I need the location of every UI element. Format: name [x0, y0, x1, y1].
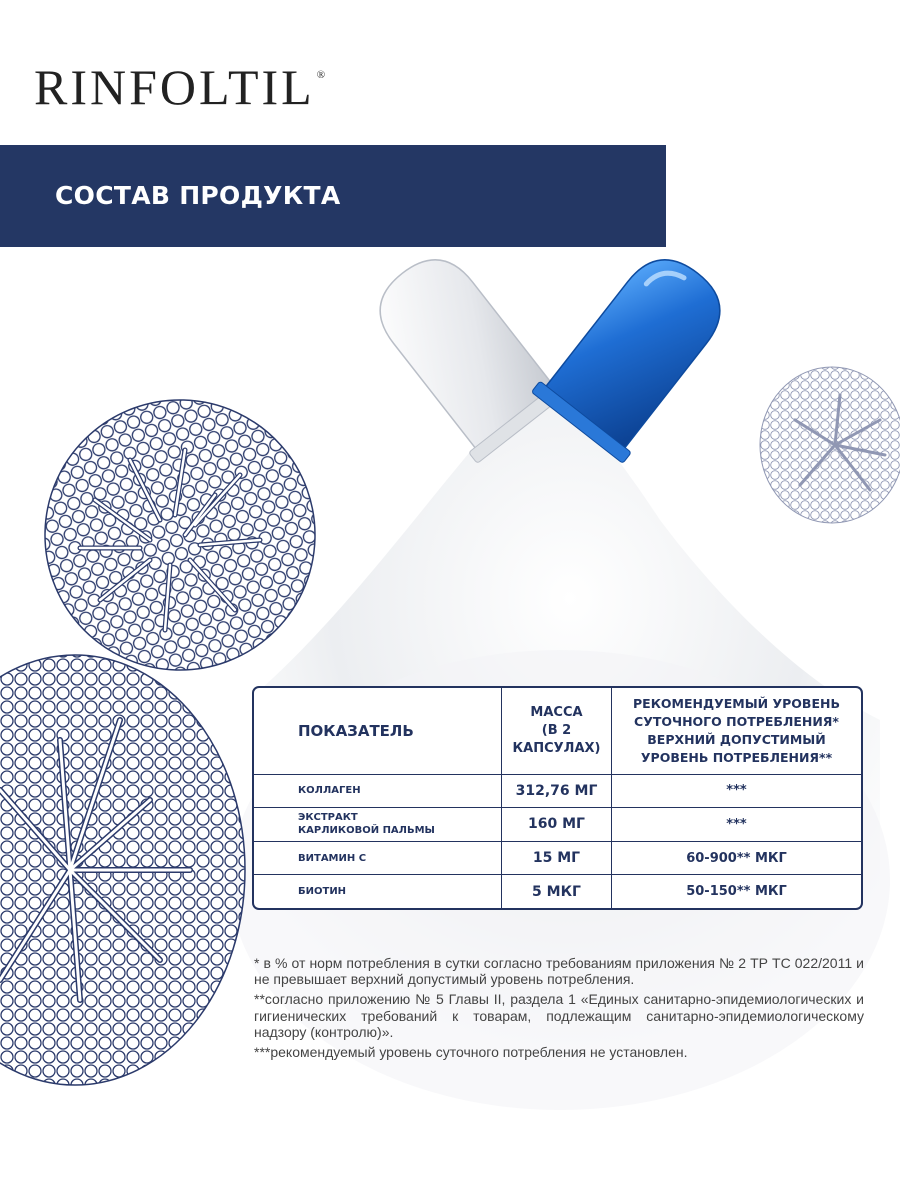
ingredient-name: БИОТИН [254, 875, 502, 908]
ingredient-mass: 5 МКГ [502, 875, 612, 908]
micelle-illustration-icon [760, 367, 900, 523]
table-row [254, 841, 861, 875]
brand-logo [34, 59, 326, 115]
ingredient-mass: 160 МГ [502, 808, 612, 842]
ingredient-mass: 15 МГ [502, 841, 612, 875]
table-header-row [254, 688, 861, 774]
registered-mark: ® [316, 69, 326, 81]
ingredient-name: ЭКСТРАКТ КАРЛИКОВОЙ ПАЛЬМЫ [254, 808, 502, 842]
header-indicator: ПОКАЗАТЕЛЬ [254, 688, 502, 774]
ingredient-level: *** [612, 774, 862, 808]
ingredient-name: КОЛЛАГЕН [254, 774, 502, 808]
header-mass: МАССА (В 2 КАПСУЛАХ) [502, 688, 612, 774]
header-level: РЕКОМЕНДУЕМЫЙ УРОВЕНЬ СУТОЧНОГО ПОТРЕБЛЕНИЯ* ВЕРХНИЙ ДОПУСТИМЫЙ УРОВЕНЬ ПОТРЕБЛЕНИЯ** [612, 688, 862, 774]
ingredient-level: *** [612, 808, 862, 842]
footnote-3: ***рекомендуемый уровень суточного потребления не установлен. [254, 1044, 688, 1061]
micelle-illustration-icon [0, 655, 245, 1085]
table-row [254, 808, 861, 842]
brand-name: RINFOLTIL [34, 59, 315, 115]
table-row [254, 774, 861, 808]
ingredient-level: 50-150** МКГ [612, 875, 862, 908]
title-banner [0, 145, 666, 247]
footnote-2: **согласно приложению № 5 Главы II, раздела 1 «Единых санитарно-эпидемиологических и гигиенических требований к товарам, подлежащим санитарно-эпидемиологическому надзору (контролю)». [254, 991, 864, 1040]
ingredient-name: ВИТАМИН С [254, 841, 502, 875]
footnote-1: * в % от норм потребления в сутки согласно требованиям приложения № 2 ТР ТС 022/2011 и не превышает верхний допустимый уровень потребления. [254, 955, 864, 988]
composition-table [252, 686, 863, 910]
ingredient-mass: 312,76 МГ [502, 774, 612, 808]
footnotes [254, 955, 864, 1064]
page-title: СОСТАВ ПРОДУКТА [55, 181, 341, 210]
table-row [254, 875, 861, 908]
ingredient-level: 60-900** МКГ [612, 841, 862, 875]
